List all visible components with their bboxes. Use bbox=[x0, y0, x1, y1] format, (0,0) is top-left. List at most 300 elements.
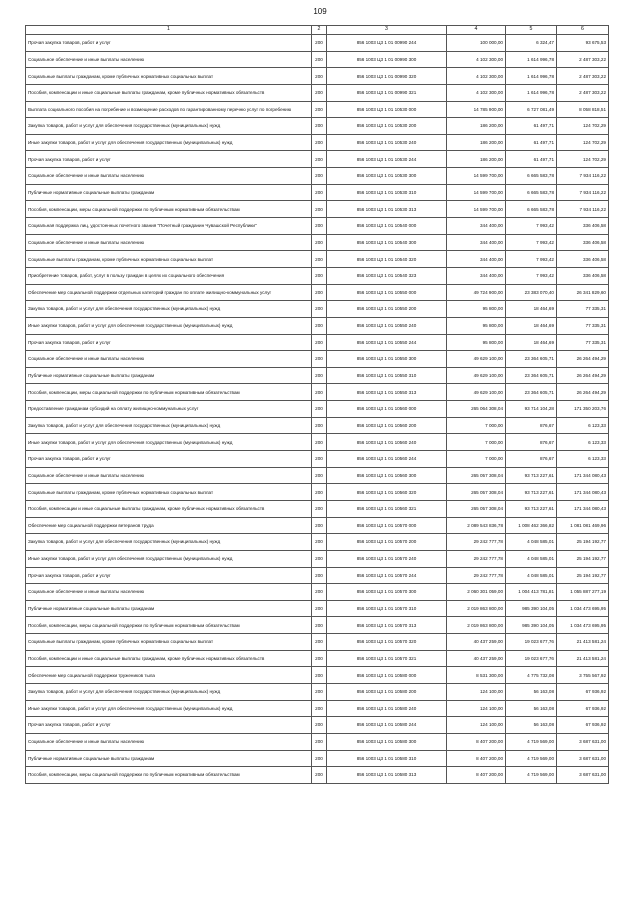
row-plan-cell: 344 400,00 bbox=[447, 251, 506, 268]
row-code-cell: 200 bbox=[312, 301, 327, 318]
row-class-cell: 856 1003 Ц3 1 01 10530 000 bbox=[327, 101, 447, 118]
table-row bbox=[26, 301, 609, 318]
row-name-cell: Обеспечение мер социальной поддержки отдельных категорий граждан по оплате жилищно-коммунальных услуг bbox=[26, 284, 312, 301]
row-class-cell: 856 1003 Ц3 1 01 10550 310 bbox=[327, 367, 447, 384]
row-executed-cell: 4 719 569,00 bbox=[506, 733, 557, 750]
row-class-cell: 856 1003 Ц3 1 01 10560 244 bbox=[327, 451, 447, 468]
row-executed-cell: 6 324,47 bbox=[506, 35, 557, 52]
row-code-cell: 200 bbox=[312, 84, 327, 101]
row-code-cell: 200 bbox=[312, 101, 327, 118]
row-plan-cell: 7 000,00 bbox=[447, 417, 506, 434]
row-name-cell: Прочая закупка товаров, работ и услуг bbox=[26, 35, 312, 52]
row-name-cell: Предоставление гражданам субсидий на оплату жилищно-коммунальных услуг bbox=[26, 401, 312, 418]
budget-execution-table bbox=[25, 25, 609, 784]
row-class-cell: 856 1003 Ц3 1 01 10530 300 bbox=[327, 168, 447, 185]
row-remaining-cell: 3 755 567,92 bbox=[557, 667, 609, 684]
row-code-cell: 200 bbox=[312, 51, 327, 68]
row-executed-cell: 7 993,42 bbox=[506, 251, 557, 268]
row-remaining-cell: 171 344 080,43 bbox=[557, 500, 609, 517]
row-name-cell: Прочая закупка товаров, работ и услуг bbox=[26, 567, 312, 584]
row-remaining-cell: 7 934 116,22 bbox=[557, 168, 609, 185]
row-name-cell: Прочая закупка товаров, работ и услуг bbox=[26, 451, 312, 468]
table-header-row bbox=[26, 26, 609, 35]
row-code-cell: 200 bbox=[312, 634, 327, 651]
row-code-cell: 200 bbox=[312, 750, 327, 767]
row-class-cell: 856 1003 Ц3 1 01 10550 240 bbox=[327, 317, 447, 334]
row-code-cell: 200 bbox=[312, 650, 327, 667]
table-row bbox=[26, 134, 609, 151]
row-plan-cell: 8 407 200,00 bbox=[447, 733, 506, 750]
row-name-cell: Прочая закупка товаров, работ и услуг bbox=[26, 334, 312, 351]
row-name-cell: Пособия, компенсации и иные социальные выплаты гражданам, кроме публичных нормативных обязательств bbox=[26, 500, 312, 517]
row-executed-cell: 7 993,42 bbox=[506, 234, 557, 251]
table-row bbox=[26, 634, 609, 651]
row-class-cell: 856 1003 Ц3 1 01 10580 310 bbox=[327, 750, 447, 767]
row-class-cell: 856 1003 Ц3 1 01 10540 300 bbox=[327, 234, 447, 251]
row-code-cell: 200 bbox=[312, 767, 327, 784]
table-row bbox=[26, 451, 609, 468]
row-executed-cell: 93 714 104,28 bbox=[506, 401, 557, 418]
row-name-cell: Иные закупки товаров, работ и услуг для обеспечения государственных (муниципальных) нужд bbox=[26, 700, 312, 717]
row-class-cell: 856 1003 Ц3 1 01 00990 244 bbox=[327, 35, 447, 52]
row-plan-cell: 2 019 863 800,00 bbox=[447, 617, 506, 634]
row-executed-cell: 876,67 bbox=[506, 451, 557, 468]
row-executed-cell: 985 390 104,05 bbox=[506, 617, 557, 634]
row-name-cell: Иные закупки товаров, работ и услуг для обеспечения государственных (муниципальных) нужд bbox=[26, 550, 312, 567]
table-row bbox=[26, 667, 609, 684]
row-code-cell: 200 bbox=[312, 717, 327, 734]
row-remaining-cell: 171 344 080,43 bbox=[557, 467, 609, 484]
table-row bbox=[26, 534, 609, 551]
row-plan-cell: 95 800,00 bbox=[447, 301, 506, 318]
row-remaining-cell: 25 194 192,77 bbox=[557, 534, 609, 551]
row-class-cell: 856 1003 Ц3 1 01 10580 200 bbox=[327, 683, 447, 700]
row-name-cell: Социальное обеспечение и иные выплаты населению bbox=[26, 234, 312, 251]
row-remaining-cell: 6 123,33 bbox=[557, 434, 609, 451]
row-plan-cell: 8 407 200,00 bbox=[447, 750, 506, 767]
row-remaining-cell: 8 058 818,51 bbox=[557, 101, 609, 118]
row-executed-cell: 4 048 585,01 bbox=[506, 550, 557, 567]
table-row bbox=[26, 650, 609, 667]
row-remaining-cell: 336 406,58 bbox=[557, 234, 609, 251]
row-remaining-cell: 25 194 192,77 bbox=[557, 567, 609, 584]
row-class-cell: 856 1003 Ц3 1 01 10530 200 bbox=[327, 118, 447, 135]
row-remaining-cell: 336 406,58 bbox=[557, 251, 609, 268]
table-row bbox=[26, 417, 609, 434]
row-name-cell: Обеспечение мер социальной поддержки ветеранов труда bbox=[26, 517, 312, 534]
row-executed-cell: 93 713 227,61 bbox=[506, 467, 557, 484]
page-number: 109 bbox=[313, 7, 327, 16]
row-executed-cell: 56 163,08 bbox=[506, 717, 557, 734]
row-plan-cell: 186 200,00 bbox=[447, 134, 506, 151]
table-row bbox=[26, 367, 609, 384]
row-code-cell: 200 bbox=[312, 134, 327, 151]
row-name-cell: Иные закупки товаров, работ и услуг для обеспечения государственных (муниципальных) нужд bbox=[26, 134, 312, 151]
row-remaining-cell: 336 406,58 bbox=[557, 218, 609, 235]
row-remaining-cell: 3 687 631,00 bbox=[557, 767, 609, 784]
row-class-cell: 856 1003 Ц3 1 01 10580 313 bbox=[327, 767, 447, 784]
row-code-cell: 200 bbox=[312, 168, 327, 185]
row-remaining-cell: 26 264 494,29 bbox=[557, 351, 609, 368]
row-executed-cell: 56 163,08 bbox=[506, 700, 557, 717]
row-plan-cell: 344 400,00 bbox=[447, 218, 506, 235]
row-plan-cell: 186 200,00 bbox=[447, 151, 506, 168]
row-name-cell: Социальное обеспечение и иные выплаты населению bbox=[26, 584, 312, 601]
row-executed-cell: 876,67 bbox=[506, 434, 557, 451]
row-class-cell: 856 1003 Ц3 1 01 10580 244 bbox=[327, 717, 447, 734]
row-executed-cell: 1 614 996,78 bbox=[506, 84, 557, 101]
row-class-cell: 856 1003 Ц3 1 01 00990 321 bbox=[327, 84, 447, 101]
table-row bbox=[26, 51, 609, 68]
row-name-cell: Приобретение товаров, работ, услуг в пользу граждан в целях их социального обеспечения bbox=[26, 267, 312, 284]
row-remaining-cell: 124 702,29 bbox=[557, 134, 609, 151]
row-remaining-cell: 3 687 631,00 bbox=[557, 733, 609, 750]
row-name-cell: Публичные нормативные социальные выплаты гражданам bbox=[26, 367, 312, 384]
row-plan-cell: 7 000,00 bbox=[447, 451, 506, 468]
row-name-cell: Закупка товаров, работ и услуг для обеспечения государственных (муниципальных) нужд bbox=[26, 417, 312, 434]
row-name-cell: Публичные нормативные социальные выплаты гражданам bbox=[26, 750, 312, 767]
row-plan-cell: 14 599 700,00 bbox=[447, 184, 506, 201]
row-code-cell: 200 bbox=[312, 434, 327, 451]
row-code-cell: 200 bbox=[312, 284, 327, 301]
row-class-cell: 856 1003 Ц3 1 01 10570 000 bbox=[327, 517, 447, 534]
row-plan-cell: 29 242 777,78 bbox=[447, 534, 506, 551]
row-plan-cell: 344 400,00 bbox=[447, 234, 506, 251]
table-row bbox=[26, 184, 609, 201]
row-executed-cell: 61 497,71 bbox=[506, 151, 557, 168]
column-header-remaining: 6 bbox=[557, 26, 609, 35]
row-name-cell: Социальные выплаты гражданам, кроме публичных нормативных социальных выплат bbox=[26, 251, 312, 268]
row-executed-cell: 6 665 583,78 bbox=[506, 201, 557, 218]
row-remaining-cell: 2 487 303,22 bbox=[557, 68, 609, 85]
row-name-cell: Прочая закупка товаров, работ и услуг bbox=[26, 717, 312, 734]
column-header-plan: 4 bbox=[447, 26, 506, 35]
row-code-cell: 200 bbox=[312, 118, 327, 135]
table-row bbox=[26, 84, 609, 101]
row-plan-cell: 4 102 300,00 bbox=[447, 51, 506, 68]
row-name-cell: Пособия, компенсации и иные социальные выплаты гражданам, кроме публичных нормативных обязательств bbox=[26, 650, 312, 667]
row-remaining-cell: 67 936,92 bbox=[557, 683, 609, 700]
row-class-cell: 856 1003 Ц3 1 01 10560 200 bbox=[327, 417, 447, 434]
row-remaining-cell: 2 487 303,22 bbox=[557, 51, 609, 68]
row-plan-cell: 95 800,00 bbox=[447, 317, 506, 334]
row-remaining-cell: 21 413 581,24 bbox=[557, 634, 609, 651]
row-class-cell: 856 1003 Ц3 1 01 10540 000 bbox=[327, 218, 447, 235]
row-plan-cell: 4 102 300,00 bbox=[447, 68, 506, 85]
row-plan-cell: 124 100,00 bbox=[447, 700, 506, 717]
row-plan-cell: 186 200,00 bbox=[447, 118, 506, 135]
row-executed-cell: 93 713 227,61 bbox=[506, 500, 557, 517]
row-executed-cell: 56 163,08 bbox=[506, 683, 557, 700]
row-name-cell: Социальные выплаты гражданам, кроме публичных нормативных социальных выплат bbox=[26, 68, 312, 85]
row-remaining-cell: 3 687 631,00 bbox=[557, 750, 609, 767]
row-name-cell: Закупка товаров, работ и услуг для обеспечения государственных (муниципальных) нужд bbox=[26, 534, 312, 551]
row-class-cell: 856 1003 Ц3 1 01 10580 000 bbox=[327, 667, 447, 684]
row-executed-cell: 61 497,71 bbox=[506, 134, 557, 151]
row-code-cell: 200 bbox=[312, 667, 327, 684]
row-code-cell: 200 bbox=[312, 68, 327, 85]
row-class-cell: 856 1003 Ц3 1 01 10550 244 bbox=[327, 334, 447, 351]
row-plan-cell: 265 057 308,04 bbox=[447, 500, 506, 517]
row-remaining-cell: 6 123,33 bbox=[557, 451, 609, 468]
row-executed-cell: 18 464,69 bbox=[506, 334, 557, 351]
row-executed-cell: 61 497,71 bbox=[506, 118, 557, 135]
row-class-cell: 856 1003 Ц3 1 01 10570 321 bbox=[327, 650, 447, 667]
row-name-cell: Пособия, компенсации, меры социальной поддержки по публичным нормативным обязательствам bbox=[26, 767, 312, 784]
row-executed-cell: 23 364 605,71 bbox=[506, 367, 557, 384]
row-executed-cell: 1 614 996,78 bbox=[506, 51, 557, 68]
row-class-cell: 856 1003 Ц3 1 01 10540 320 bbox=[327, 251, 447, 268]
row-class-cell: 856 1003 Ц3 1 01 10530 313 bbox=[327, 201, 447, 218]
row-code-cell: 200 bbox=[312, 550, 327, 567]
row-class-cell: 856 1003 Ц3 1 01 10570 300 bbox=[327, 584, 447, 601]
row-plan-cell: 49 724 900,00 bbox=[447, 284, 506, 301]
row-code-cell: 200 bbox=[312, 584, 327, 601]
row-executed-cell: 4 719 569,00 bbox=[506, 750, 557, 767]
row-code-cell: 200 bbox=[312, 35, 327, 52]
row-name-cell: Социальное обеспечение и иные выплаты населению bbox=[26, 733, 312, 750]
row-plan-cell: 2 060 301 059,00 bbox=[447, 584, 506, 601]
row-class-cell: 856 1003 Ц3 1 01 10560 300 bbox=[327, 467, 447, 484]
table-row bbox=[26, 733, 609, 750]
row-class-cell: 856 1003 Ц3 1 01 10530 244 bbox=[327, 151, 447, 168]
row-class-cell: 856 1003 Ц3 1 01 00990 300 bbox=[327, 51, 447, 68]
table-row bbox=[26, 717, 609, 734]
row-name-cell: Социальное обеспечение и иные выплаты населению bbox=[26, 168, 312, 185]
column-header-executed: 5 bbox=[506, 26, 557, 35]
row-class-cell: 856 1003 Ц3 1 01 10530 240 bbox=[327, 134, 447, 151]
row-code-cell: 200 bbox=[312, 351, 327, 368]
row-name-cell: Иные закупки товаров, работ и услуг для обеспечения государственных (муниципальных) нужд bbox=[26, 434, 312, 451]
row-remaining-cell: 93 675,53 bbox=[557, 35, 609, 52]
row-plan-cell: 40 437 259,00 bbox=[447, 634, 506, 651]
row-plan-cell: 14 599 700,00 bbox=[447, 168, 506, 185]
table-row bbox=[26, 351, 609, 368]
row-class-cell: 856 1003 Ц3 1 01 10570 313 bbox=[327, 617, 447, 634]
row-class-cell: 856 1003 Ц3 1 01 10580 240 bbox=[327, 700, 447, 717]
row-remaining-cell: 1 034 473 695,95 bbox=[557, 600, 609, 617]
row-remaining-cell: 77 335,31 bbox=[557, 301, 609, 318]
row-code-cell: 200 bbox=[312, 334, 327, 351]
row-plan-cell: 7 000,00 bbox=[447, 434, 506, 451]
column-header-name: 1 bbox=[26, 26, 312, 35]
row-name-cell: Пособия, компенсации, меры социальной поддержки по публичным нормативным обязательствам bbox=[26, 384, 312, 401]
row-executed-cell: 4 775 732,08 bbox=[506, 667, 557, 684]
row-code-cell: 200 bbox=[312, 267, 327, 284]
row-code-cell: 200 bbox=[312, 151, 327, 168]
row-code-cell: 200 bbox=[312, 683, 327, 700]
row-remaining-cell: 2 487 303,22 bbox=[557, 84, 609, 101]
row-class-cell: 856 1003 Ц3 1 01 10570 244 bbox=[327, 567, 447, 584]
row-class-cell: 856 1003 Ц3 1 01 10530 310 bbox=[327, 184, 447, 201]
row-code-cell: 200 bbox=[312, 201, 327, 218]
table-row bbox=[26, 35, 609, 52]
row-executed-cell: 4 048 585,01 bbox=[506, 534, 557, 551]
row-plan-cell: 14 785 900,00 bbox=[447, 101, 506, 118]
row-code-cell: 200 bbox=[312, 500, 327, 517]
table-row bbox=[26, 484, 609, 501]
row-plan-cell: 265 057 308,04 bbox=[447, 484, 506, 501]
table-row bbox=[26, 584, 609, 601]
row-class-cell: 856 1003 Ц3 1 01 10570 310 bbox=[327, 600, 447, 617]
row-name-cell: Публичные нормативные социальные выплаты гражданам bbox=[26, 184, 312, 201]
row-plan-cell: 2 019 863 800,00 bbox=[447, 600, 506, 617]
row-name-cell: Социальные выплаты гражданам, кроме публичных нормативных социальных выплат bbox=[26, 484, 312, 501]
row-executed-cell: 6 727 081,49 bbox=[506, 101, 557, 118]
table-row bbox=[26, 500, 609, 517]
row-remaining-cell: 21 413 581,24 bbox=[557, 650, 609, 667]
row-code-cell: 200 bbox=[312, 467, 327, 484]
table-row bbox=[26, 401, 609, 418]
row-executed-cell: 23 383 070,40 bbox=[506, 284, 557, 301]
row-executed-cell: 18 464,69 bbox=[506, 317, 557, 334]
row-name-cell: Иные закупки товаров, работ и услуг для обеспечения государственных (муниципальных) нужд bbox=[26, 317, 312, 334]
row-code-cell: 200 bbox=[312, 184, 327, 201]
row-code-cell: 200 bbox=[312, 484, 327, 501]
row-name-cell: Социальное обеспечение и иные выплаты населению bbox=[26, 51, 312, 68]
row-class-cell: 856 1003 Ц3 1 01 10560 240 bbox=[327, 434, 447, 451]
row-executed-cell: 985 390 104,05 bbox=[506, 600, 557, 617]
row-class-cell: 856 1003 Ц3 1 01 10550 300 bbox=[327, 351, 447, 368]
table-row bbox=[26, 550, 609, 567]
row-executed-cell: 1 614 996,78 bbox=[506, 68, 557, 85]
row-executed-cell: 6 665 583,78 bbox=[506, 168, 557, 185]
row-name-cell: Выплата социального пособия на погребение и возмещение расходов по гарантированному перечню услуг по погребению bbox=[26, 101, 312, 118]
row-plan-cell: 265 064 308,04 bbox=[447, 401, 506, 418]
row-remaining-cell: 77 335,31 bbox=[557, 334, 609, 351]
row-plan-cell: 344 400,00 bbox=[447, 267, 506, 284]
row-class-cell: 856 1003 Ц3 1 01 10550 000 bbox=[327, 284, 447, 301]
row-remaining-cell: 6 123,33 bbox=[557, 417, 609, 434]
table-row bbox=[26, 767, 609, 784]
row-executed-cell: 6 665 583,78 bbox=[506, 184, 557, 201]
row-executed-cell: 1 004 413 781,81 bbox=[506, 584, 557, 601]
row-plan-cell: 124 100,00 bbox=[447, 683, 506, 700]
row-remaining-cell: 67 936,92 bbox=[557, 700, 609, 717]
row-remaining-cell: 336 406,58 bbox=[557, 267, 609, 284]
row-class-cell: 856 1003 Ц3 1 01 10580 300 bbox=[327, 733, 447, 750]
row-class-cell: 856 1003 Ц3 1 01 10570 320 bbox=[327, 634, 447, 651]
table-row bbox=[26, 234, 609, 251]
table-row bbox=[26, 251, 609, 268]
row-executed-cell: 7 993,42 bbox=[506, 267, 557, 284]
column-header-code: 2 bbox=[312, 26, 327, 35]
row-executed-cell: 18 464,69 bbox=[506, 301, 557, 318]
row-remaining-cell: 124 702,29 bbox=[557, 118, 609, 135]
row-code-cell: 200 bbox=[312, 401, 327, 418]
table-row bbox=[26, 600, 609, 617]
row-plan-cell: 14 599 700,00 bbox=[447, 201, 506, 218]
row-plan-cell: 40 437 259,00 bbox=[447, 650, 506, 667]
row-plan-cell: 100 000,00 bbox=[447, 35, 506, 52]
row-class-cell: 856 1003 Ц3 1 01 10540 323 bbox=[327, 267, 447, 284]
row-remaining-cell: 25 194 192,77 bbox=[557, 550, 609, 567]
row-executed-cell: 1 008 462 366,82 bbox=[506, 517, 557, 534]
table-row bbox=[26, 101, 609, 118]
row-class-cell: 856 1003 Ц3 1 01 10560 320 bbox=[327, 484, 447, 501]
row-code-cell: 200 bbox=[312, 317, 327, 334]
row-name-cell: Пособия, компенсации, меры социальной поддержки по публичным нормативным обязательствам bbox=[26, 617, 312, 634]
row-code-cell: 200 bbox=[312, 234, 327, 251]
row-code-cell: 200 bbox=[312, 384, 327, 401]
row-code-cell: 200 bbox=[312, 733, 327, 750]
row-name-cell: Закупка товаров, работ и услуг для обеспечения государственных (муниципальных) нужд bbox=[26, 118, 312, 135]
row-class-cell: 856 1003 Ц3 1 01 10560 321 bbox=[327, 500, 447, 517]
row-remaining-cell: 1 081 081 469,96 bbox=[557, 517, 609, 534]
table-row bbox=[26, 467, 609, 484]
table-row bbox=[26, 267, 609, 284]
row-remaining-cell: 67 936,92 bbox=[557, 717, 609, 734]
row-remaining-cell: 7 934 116,22 bbox=[557, 184, 609, 201]
row-executed-cell: 19 023 677,76 bbox=[506, 650, 557, 667]
table-row bbox=[26, 317, 609, 334]
row-executed-cell: 23 364 605,71 bbox=[506, 384, 557, 401]
table-row bbox=[26, 201, 609, 218]
row-code-cell: 200 bbox=[312, 617, 327, 634]
table-row bbox=[26, 517, 609, 534]
row-name-cell: Социальные выплаты гражданам, кроме публичных нормативных социальных выплат bbox=[26, 634, 312, 651]
row-code-cell: 200 bbox=[312, 700, 327, 717]
row-name-cell: Социальная поддержка лиц, удостоенных почетного звания "Почетный гражданин Чувашской Республики" bbox=[26, 218, 312, 235]
row-plan-cell: 8 531 300,00 bbox=[447, 667, 506, 684]
row-class-cell: 856 1003 Ц3 1 01 10560 000 bbox=[327, 401, 447, 418]
table-row bbox=[26, 168, 609, 185]
row-code-cell: 200 bbox=[312, 517, 327, 534]
table-row bbox=[26, 218, 609, 235]
row-class-cell: 856 1003 Ц3 1 01 10550 200 bbox=[327, 301, 447, 318]
row-class-cell: 856 1003 Ц3 1 01 10570 240 bbox=[327, 550, 447, 567]
row-name-cell: Обеспечение мер социальной поддержки тружеников тыла bbox=[26, 667, 312, 684]
row-executed-cell: 7 993,42 bbox=[506, 218, 557, 235]
row-remaining-cell: 171 350 203,76 bbox=[557, 401, 609, 418]
row-plan-cell: 49 629 100,00 bbox=[447, 351, 506, 368]
row-name-cell: Публичные нормативные социальные выплаты гражданам bbox=[26, 600, 312, 617]
row-executed-cell: 4 048 585,01 bbox=[506, 567, 557, 584]
row-name-cell: Пособия, компенсации, меры социальной поддержки по публичным нормативным обязательствам bbox=[26, 201, 312, 218]
table-row bbox=[26, 384, 609, 401]
table-row bbox=[26, 567, 609, 584]
row-remaining-cell: 26 341 829,60 bbox=[557, 284, 609, 301]
row-name-cell: Прочая закупка товаров, работ и услуг bbox=[26, 151, 312, 168]
row-code-cell: 200 bbox=[312, 251, 327, 268]
table-row bbox=[26, 151, 609, 168]
row-plan-cell: 49 629 100,00 bbox=[447, 367, 506, 384]
table-row bbox=[26, 700, 609, 717]
row-plan-cell: 29 242 777,78 bbox=[447, 550, 506, 567]
table-row bbox=[26, 118, 609, 135]
table-row bbox=[26, 617, 609, 634]
row-remaining-cell: 26 264 494,29 bbox=[557, 367, 609, 384]
row-class-cell: 856 1003 Ц3 1 01 10550 313 bbox=[327, 384, 447, 401]
row-executed-cell: 19 023 677,76 bbox=[506, 634, 557, 651]
row-remaining-cell: 1 034 473 695,95 bbox=[557, 617, 609, 634]
row-remaining-cell: 26 264 494,29 bbox=[557, 384, 609, 401]
row-remaining-cell: 1 055 887 277,19 bbox=[557, 584, 609, 601]
row-code-cell: 200 bbox=[312, 417, 327, 434]
row-class-cell: 856 1003 Ц3 1 01 00990 320 bbox=[327, 68, 447, 85]
row-code-cell: 200 bbox=[312, 451, 327, 468]
row-code-cell: 200 bbox=[312, 534, 327, 551]
table-row bbox=[26, 68, 609, 85]
table-row bbox=[26, 434, 609, 451]
table-row bbox=[26, 334, 609, 351]
row-plan-cell: 2 089 543 836,78 bbox=[447, 517, 506, 534]
row-plan-cell: 4 102 300,00 bbox=[447, 84, 506, 101]
row-executed-cell: 93 713 227,61 bbox=[506, 484, 557, 501]
table-row bbox=[26, 683, 609, 700]
row-executed-cell: 4 719 569,00 bbox=[506, 767, 557, 784]
row-name-cell: Закупка товаров, работ и услуг для обеспечения государственных (муниципальных) нужд bbox=[26, 301, 312, 318]
